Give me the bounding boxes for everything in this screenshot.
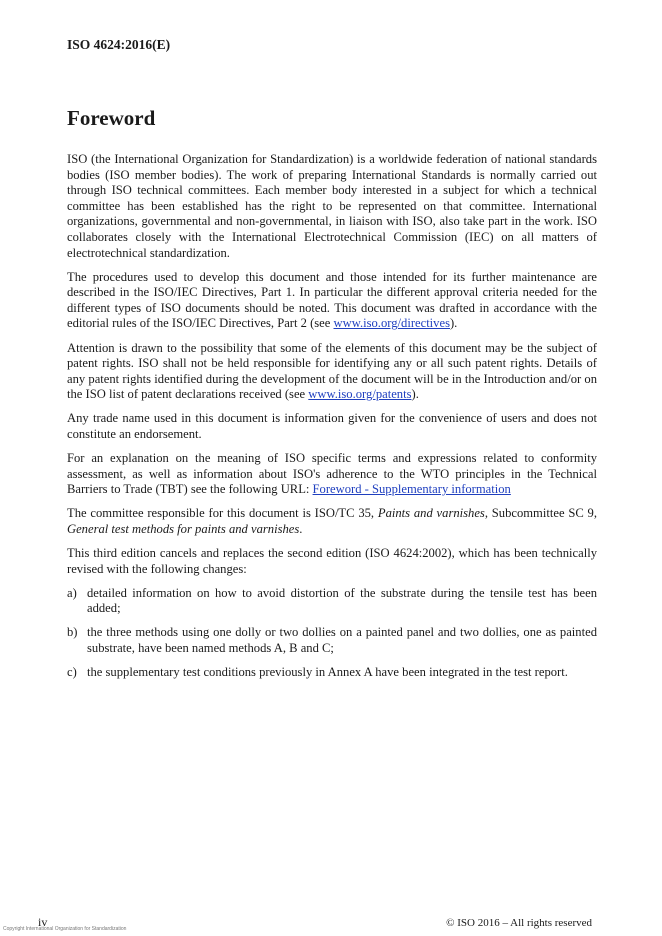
foreword-body [67, 152, 597, 689]
text: For an explanation on the meaning of ISO specific terms and expressions related to conformity assessment, as well as information about ISO's adherence to the WTO principles in the Technical Barriers to Trade (TBT) see the following URL: [67, 451, 597, 497]
paragraph [67, 341, 597, 403]
directives-link[interactable]: www.iso.org/directives [333, 316, 450, 331]
patents-link[interactable]: www.iso.org/patents [308, 387, 412, 402]
list-marker: a) [67, 585, 77, 600]
list-text: the supplementary test conditions previously in Annex A have been integrated in the test report. [87, 665, 568, 680]
text: . [299, 521, 303, 536]
text: ). [411, 387, 419, 402]
list-marker: c) [67, 665, 77, 680]
section-title: Foreword [67, 106, 156, 130]
copyright-notice: © ISO 2016 – All rights reserved [446, 917, 592, 929]
paragraph: Any trade name used in this document is information given for the convenience of users and does not constitute an endorsement. [67, 411, 597, 441]
text: ). [449, 316, 458, 331]
list-text: detailed information on how to avoid distortion of the substrate during the tensile test has been added; [87, 585, 597, 616]
paragraph [67, 506, 597, 537]
committee-title: Paints and varnishes [377, 506, 485, 521]
text: The procedures used to develop this document and those intended for its further maintenance are described in the ISO/IEC Directives, Part 1. In particular the different approval criteria needed for the different types of ISO documents should be noted. This document was drafted in accordance with the editorial rules of the ISO/IEC Directives, Part 2 (see [67, 269, 597, 331]
text: Attention is drawn to the possibility that some of the elements of this document may be the subject of patent rights. ISO shall not be held responsible for identifying any or all such patent rights. Details of any patent rights identified during the development of the document will be in the Introduction and/or on the ISO list of patent declarations received (see [67, 340, 597, 402]
document-id-header: ISO 4624:2016(E) [67, 37, 171, 52]
list-item [67, 665, 597, 681]
text: The committee responsible for this document is ISO/TC 35, [67, 506, 378, 521]
paragraph [67, 270, 597, 332]
list-item [67, 586, 597, 617]
licence-notice: Copyright International Organization for Standardization [3, 926, 127, 932]
paragraph: ISO (the International Organization for Standardization) is a worldwide federation of national standards bodies (ISO member bodies). The work of preparing International Standards is normally carried out through ISO technical committees. Each member body interested in a subject for which a technical committee has been established has the right to be represented on that committee. International organizations, governmental and non-governmental, in liaison with ISO, also take part in the work. ISO collaborates closely with the International Electrotechnical Commission (IEC) on all matters of electrotechnical standardization. [67, 152, 597, 260]
subcommittee-title: General test methods for paints and varnishes [67, 521, 300, 536]
text: , Subcommittee SC 9, [484, 506, 597, 521]
list-text: the three methods using one dolly or two dollies on a painted panel and two dollies, one as painted substrate, have been named methods A, B and C; [87, 625, 597, 656]
list-item [67, 625, 597, 656]
list-marker: b) [67, 625, 78, 640]
page-number: iv [38, 915, 48, 929]
paragraph: This third edition cancels and replaces the second edition (ISO 4624:2002), which has been technically revised with the following changes: [67, 546, 597, 576]
paragraph [67, 451, 597, 498]
supplementary-info-link[interactable]: Foreword - Supplementary information [312, 482, 511, 497]
